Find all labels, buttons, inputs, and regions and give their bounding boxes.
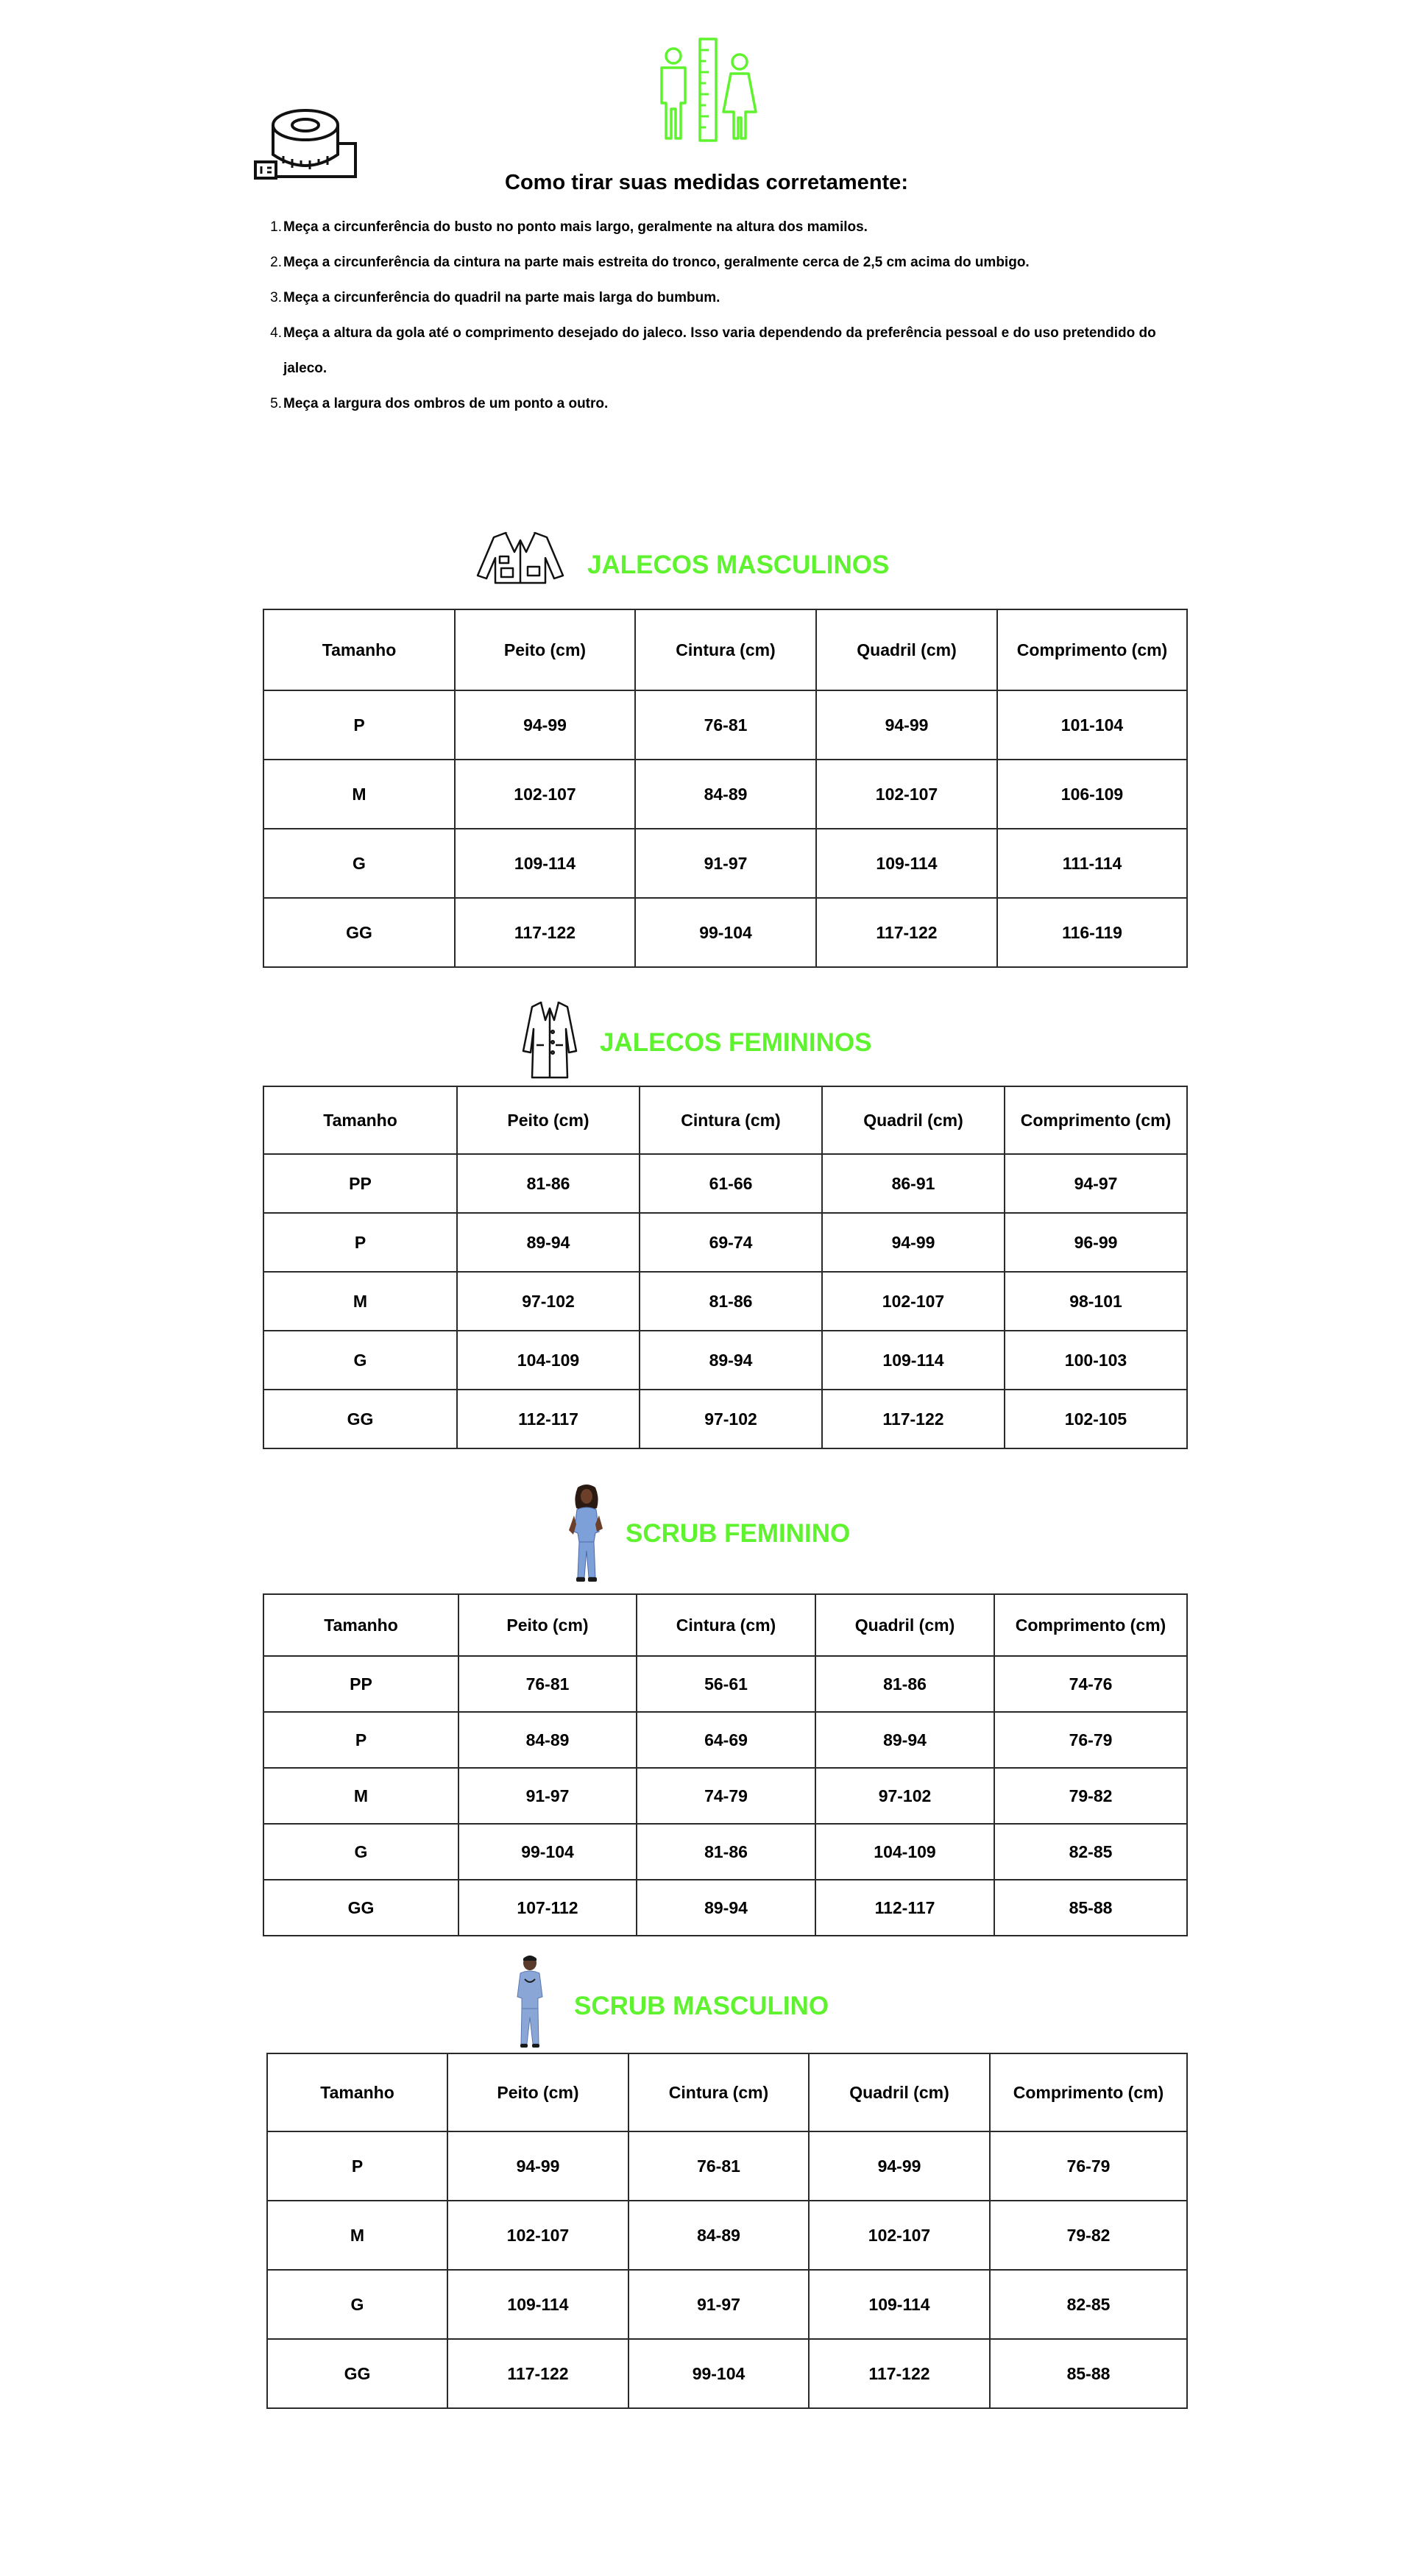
table-cell: 99-104	[458, 1824, 637, 1880]
column-header: Tamanho	[263, 1594, 458, 1656]
table-cell: GG	[263, 1390, 457, 1448]
table-cell: 56-61	[637, 1656, 815, 1712]
table-cell: 69-74	[640, 1213, 822, 1272]
table-cell: GG	[267, 2339, 447, 2408]
table-cell: 79-82	[994, 1768, 1187, 1824]
table-cell: 96-99	[1005, 1213, 1187, 1272]
column-header: Peito (cm)	[457, 1086, 640, 1154]
table-cell: 109-114	[816, 829, 997, 898]
column-header: Quadril (cm)	[809, 2053, 990, 2131]
table-cell: P	[263, 690, 455, 760]
table-cell: 91-97	[628, 2270, 809, 2339]
table-cell: 82-85	[990, 2270, 1187, 2339]
table-cell: 102-107	[816, 760, 997, 829]
table-cell: 94-99	[822, 1213, 1005, 1272]
table-cell: PP	[263, 1154, 457, 1213]
size-table	[263, 1086, 1188, 1449]
column-header: Peito (cm)	[458, 1594, 637, 1656]
table-cell: 81-86	[640, 1272, 822, 1331]
table-cell: M	[267, 2201, 447, 2270]
table-header-row	[267, 2053, 1187, 2131]
table-row	[263, 1213, 1187, 1272]
table-cell: 76-81	[635, 690, 816, 760]
section-title: SCRUB FEMININO	[626, 1519, 851, 1548]
instruction-item	[270, 245, 1203, 280]
size-table	[263, 1593, 1188, 1936]
instruction-text: Meça a circunferência do busto no ponto mais largo, geralmente na altura dos mamilos.	[283, 219, 868, 235]
table-row	[263, 829, 1187, 898]
table-cell: 97-102	[815, 1768, 994, 1824]
table-cell: 84-89	[635, 760, 816, 829]
instruction-item	[270, 280, 1203, 316]
table-cell: G	[263, 1824, 458, 1880]
table-cell: G	[263, 829, 455, 898]
table-cell: GG	[263, 1880, 458, 1936]
size-table	[266, 2053, 1188, 2409]
table-cell: 81-86	[457, 1154, 640, 1213]
table-row	[263, 1390, 1187, 1448]
table-cell: 76-79	[990, 2131, 1187, 2201]
table-row	[263, 1768, 1187, 1824]
table-cell: 97-102	[457, 1272, 640, 1331]
instruction-item	[270, 316, 1203, 386]
table-cell: 117-122	[447, 2339, 628, 2408]
table-row	[263, 1824, 1187, 1880]
table-cell: 76-81	[628, 2131, 809, 2201]
table-cell: 117-122	[816, 898, 997, 967]
table-cell: 94-99	[809, 2131, 990, 2201]
table-cell: 94-99	[816, 690, 997, 760]
table-cell: 102-107	[447, 2201, 628, 2270]
table-cell: 109-114	[447, 2270, 628, 2339]
table-cell: 82-85	[994, 1824, 1187, 1880]
table-row	[267, 2339, 1187, 2408]
table-row	[267, 2131, 1187, 2201]
lab-coat-icon	[476, 530, 564, 585]
table-row	[263, 690, 1187, 760]
table-cell: 102-105	[1005, 1390, 1187, 1448]
table-cell: 106-109	[997, 760, 1187, 829]
table-cell: 85-88	[994, 1880, 1187, 1936]
column-header: Tamanho	[267, 2053, 447, 2131]
table-cell: 81-86	[637, 1824, 815, 1880]
table-cell: 99-104	[635, 898, 816, 967]
column-header: Quadril (cm)	[815, 1594, 994, 1656]
column-header: Comprimento (cm)	[990, 2053, 1187, 2131]
column-header: Peito (cm)	[447, 2053, 628, 2131]
people-height-icon	[651, 35, 762, 146]
table-cell: 101-104	[997, 690, 1187, 760]
instruction-number: 5.	[270, 396, 282, 411]
instructions-list	[270, 210, 1203, 422]
table-cell: 97-102	[640, 1390, 822, 1448]
table-cell: 117-122	[455, 898, 635, 967]
instruction-text: Meça a circunferência da cintura na parte mais estreita do tronco, geralmente cerca de 2,5 cm acima do umbigo.	[283, 255, 1030, 270]
table-cell: PP	[263, 1656, 458, 1712]
table-cell: 76-81	[458, 1656, 637, 1712]
table-cell: 117-122	[822, 1390, 1005, 1448]
table-row	[263, 760, 1187, 829]
table-cell: 104-109	[815, 1824, 994, 1880]
table-cell: 74-76	[994, 1656, 1187, 1712]
section-title: JALECOS FEMININOS	[600, 1028, 872, 1057]
table-cell: M	[263, 760, 455, 829]
column-header: Cintura (cm)	[628, 2053, 809, 2131]
table-cell: 79-82	[990, 2201, 1187, 2270]
column-header: Tamanho	[263, 1086, 457, 1154]
instruction-number: 1.	[270, 219, 282, 235]
table-cell: 102-107	[809, 2201, 990, 2270]
table-cell: 111-114	[997, 829, 1187, 898]
column-header: Comprimento (cm)	[1005, 1086, 1187, 1154]
instruction-number: 3.	[270, 290, 282, 305]
table-cell: 85-88	[990, 2339, 1187, 2408]
table-row	[263, 1272, 1187, 1331]
table-row	[267, 2201, 1187, 2270]
table-cell: 112-117	[815, 1880, 994, 1936]
table-cell: 94-97	[1005, 1154, 1187, 1213]
table-header-row	[263, 1594, 1187, 1656]
table-row	[263, 1331, 1187, 1390]
table-cell: 117-122	[809, 2339, 990, 2408]
table-cell: P	[263, 1213, 457, 1272]
table-cell: P	[263, 1712, 458, 1768]
table-cell: 104-109	[457, 1331, 640, 1390]
instruction-item	[270, 386, 1203, 422]
instruction-item	[270, 210, 1203, 245]
table-row	[267, 2270, 1187, 2339]
man-scrub-icon	[511, 1954, 548, 2050]
table-cell: 109-114	[822, 1331, 1005, 1390]
section-title: SCRUB MASCULINO	[574, 1992, 829, 2020]
column-header: Comprimento (cm)	[997, 609, 1187, 690]
table-cell: 74-79	[637, 1768, 815, 1824]
table-cell: 84-89	[628, 2201, 809, 2270]
table-row	[263, 1154, 1187, 1213]
column-header: Cintura (cm)	[637, 1594, 815, 1656]
instruction-number: 4.	[270, 325, 282, 341]
table-cell: 94-99	[455, 690, 635, 760]
table-row	[263, 898, 1187, 967]
table-cell: 64-69	[637, 1712, 815, 1768]
table-cell: 89-94	[815, 1712, 994, 1768]
instruction-text: Meça a circunferência do quadril na parte mais larga do bumbum.	[283, 290, 720, 305]
table-cell: 89-94	[457, 1213, 640, 1272]
table-cell: 76-79	[994, 1712, 1187, 1768]
table-header-row	[263, 609, 1187, 690]
table-cell: 81-86	[815, 1656, 994, 1712]
section-title: JALECOS MASCULINOS	[587, 551, 890, 579]
table-cell: G	[263, 1331, 457, 1390]
column-header: Quadril (cm)	[822, 1086, 1005, 1154]
instruction-text: Meça a altura da gola até o comprimento desejado do jaleco. Isso varia dependendo da preferência pessoal e do uso pretendido do jaleco.	[283, 325, 1156, 376]
table-cell: 116-119	[997, 898, 1187, 967]
instructions-title: Como tirar suas medidas corretamente:	[505, 171, 908, 194]
table-cell: 61-66	[640, 1154, 822, 1213]
table-header-row	[263, 1086, 1187, 1154]
table-cell: 100-103	[1005, 1331, 1187, 1390]
table-cell: 102-107	[455, 760, 635, 829]
table-cell: P	[267, 2131, 447, 2201]
instruction-number: 2.	[270, 255, 282, 270]
table-cell: 107-112	[458, 1880, 637, 1936]
column-header: Cintura (cm)	[635, 609, 816, 690]
table-cell: 109-114	[809, 2270, 990, 2339]
long-coat-icon	[520, 999, 579, 1080]
column-header: Quadril (cm)	[816, 609, 997, 690]
table-cell: 86-91	[822, 1154, 1005, 1213]
table-cell: GG	[263, 898, 455, 967]
table-cell: M	[263, 1272, 457, 1331]
table-cell: 112-117	[457, 1390, 640, 1448]
table-cell: 99-104	[628, 2339, 809, 2408]
instruction-text: Meça a largura dos ombros de um ponto a outro.	[283, 396, 609, 411]
size-table	[263, 609, 1188, 968]
table-cell: G	[267, 2270, 447, 2339]
column-header: Cintura (cm)	[640, 1086, 822, 1154]
column-header: Tamanho	[263, 609, 455, 690]
table-row	[263, 1880, 1187, 1936]
table-cell: 91-97	[458, 1768, 637, 1824]
table-cell: 102-107	[822, 1272, 1005, 1331]
column-header: Comprimento (cm)	[994, 1594, 1187, 1656]
table-cell: 98-101	[1005, 1272, 1187, 1331]
table-cell: 109-114	[455, 829, 635, 898]
table-row	[263, 1656, 1187, 1712]
table-cell: M	[263, 1768, 458, 1824]
table-row	[263, 1712, 1187, 1768]
table-cell: 89-94	[640, 1331, 822, 1390]
table-cell: 91-97	[635, 829, 816, 898]
table-cell: 94-99	[447, 2131, 628, 2201]
table-cell: 84-89	[458, 1712, 637, 1768]
column-header: Peito (cm)	[455, 609, 635, 690]
woman-scrub-icon	[564, 1483, 609, 1586]
table-cell: 89-94	[637, 1880, 815, 1936]
